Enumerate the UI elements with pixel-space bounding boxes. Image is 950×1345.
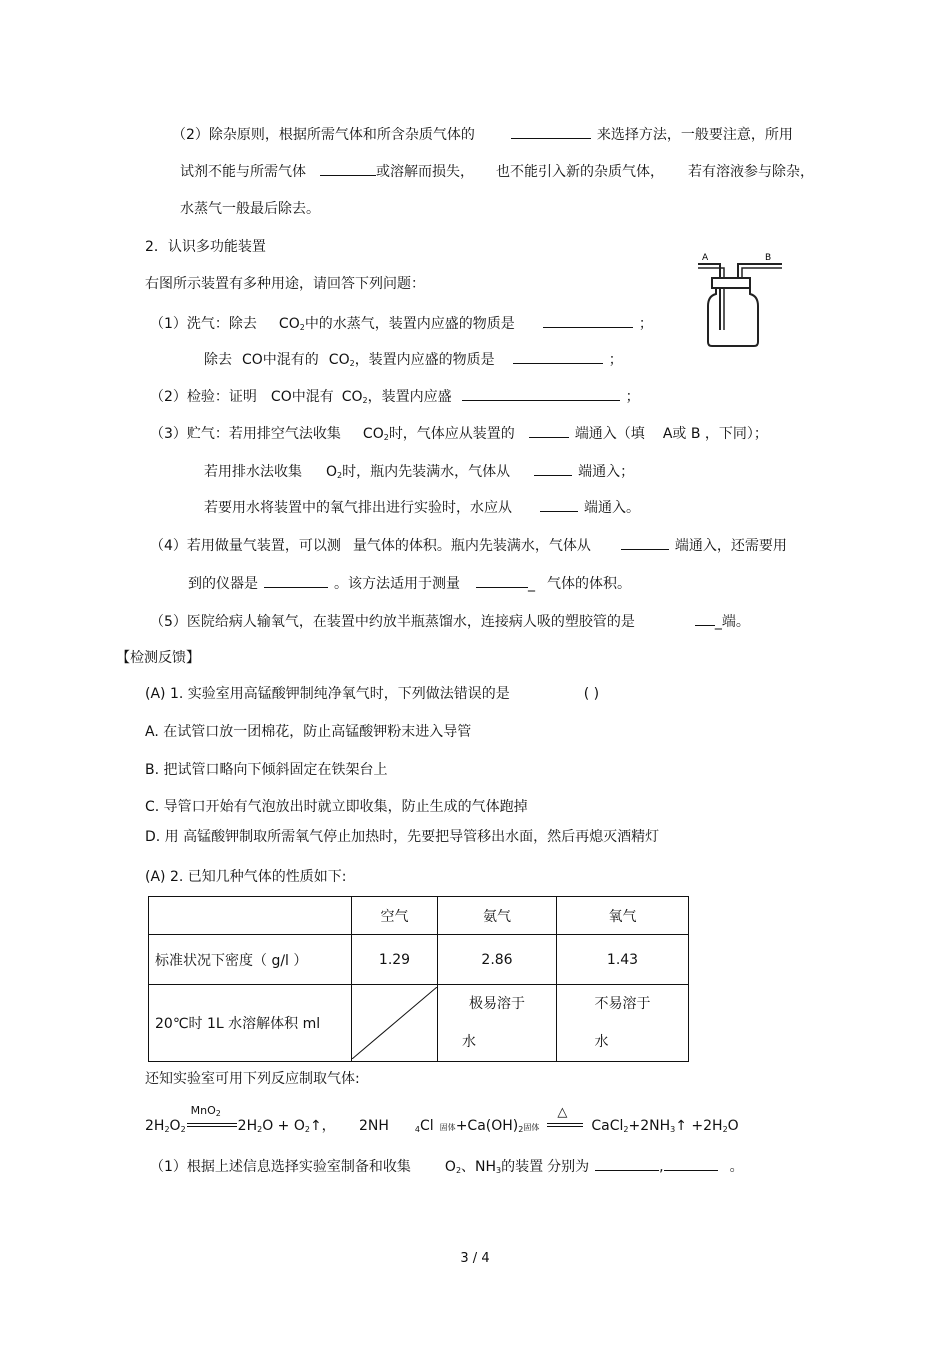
feedback-q2-sub1: （1）根据上述信息选择实验室制备和收集 $O_2$、$NH_3$的装置 分别为 , 。 <box>150 1156 744 1180</box>
table-diagonal-cell <box>352 985 438 1062</box>
q4-line-b: 到的仪器是 。该方法适用于测量 _ 气体的体积。 <box>188 573 631 593</box>
feedback-q1-option-d[interactable]: D. 用 高锰酸钾制取所需氧气停止加热时，先要把导管移出水面，然后再熄灭酒精灯 <box>145 829 660 845</box>
blank[interactable] <box>695 611 715 626</box>
gas-properties-table <box>148 896 689 1062</box>
q5-line: （5）医院给病人输氧气，在装置中约放半瓶蒸馏水，连接病人吸的塑胶管的是 _端。 <box>150 611 750 631</box>
reaction-intro: 还知实验室可用下列反应制取气体: <box>145 1071 360 1087</box>
blank[interactable] <box>540 497 578 512</box>
feedback-q2-stem: (A) 2. 已知几种气体的性质如下: <box>145 869 347 885</box>
section-2-title: 2．认识多功能装置 <box>145 239 266 255</box>
table-header: 空气 <box>352 897 438 935</box>
feedback-q1-option-a[interactable]: A. 在试管口放一团棉花，防止高锰酸钾粉末进入导管 <box>145 724 472 740</box>
catalyst-arrow: MnO$_2$ <box>187 1118 237 1134</box>
section-2-intro: 右图所示装置有多种用途，请回答下列问题： <box>145 276 425 292</box>
page-number: 3 / 4 <box>460 1251 490 1266</box>
blank[interactable] <box>621 535 669 550</box>
blank[interactable] <box>534 461 572 476</box>
feedback-title: 【检测反馈】 <box>116 650 200 666</box>
table-cell: 不易溶于 水 <box>557 985 689 1062</box>
principle-line-1: （2）除杂原则，根据所需气体和所含杂质气体的 来选择方法，一般要注意，所用 <box>172 124 793 144</box>
table-row-label: 标准状况下密度（ g/l ） <box>149 935 352 985</box>
q3-line-a: （3）贮气：若用排空气法收集 $CO_2$时，气体应从装置的 端通入（填 A或 B ，下同）； <box>150 423 768 447</box>
table-row-label: 20℃时 1L 水溶解体积 ml <box>149 985 352 1062</box>
blank[interactable] <box>529 423 569 438</box>
feedback-q1-stem: (A) 1. 实验室用高锰酸钾制纯净氧气时，下列做法错误的是 ( ) <box>145 686 600 702</box>
table-cell: 1.43 <box>557 935 689 985</box>
equation-1: $2H_2O_2$ MnO$_2$ $2H_2O$ + $O_2↑$， <box>145 1104 336 1134</box>
table-corner-cell <box>149 897 352 935</box>
label-b: B <box>765 253 772 263</box>
feedback-q1-option-c[interactable]: C. 导管口开始有气泡放出时就立即收集，防止生成的气体跑掉 <box>145 799 528 815</box>
equation-2: 2NH $_4$Cl 固体$+Ca(OH)_2$固体 △ $CaCl_2+2NH_3↑ +2H_2O$ <box>359 1105 739 1134</box>
q4-line-a: （4）若用做量气装置，可以测 量气体的体积。瓶内先装满水，气体从 端通入，还需要用 <box>150 535 787 555</box>
q1-line-a: （1）洗气：除去 $CO_2$中的水蒸气，装置内应盛的物质是 ； <box>150 313 653 337</box>
q3-line-c: 若要用水将装置中的氧气排出进行实验时，水应从 端通入。 <box>204 497 640 517</box>
gas-bottle-diagram <box>690 250 810 350</box>
blank[interactable] <box>664 1156 718 1171</box>
table-cell: 2.86 <box>438 935 557 985</box>
table-header: 氨气 <box>438 897 557 935</box>
blank[interactable] <box>595 1156 659 1171</box>
table-header: 氧气 <box>557 897 689 935</box>
blank[interactable] <box>264 573 328 588</box>
blank[interactable] <box>476 573 528 588</box>
principle-line-2: 试剂不能与所需气体 或溶解而损失， 也不能引入新的杂质气体， 若有溶液参与除杂， <box>180 161 814 181</box>
label-a: A <box>702 253 709 263</box>
feedback-q1-option-b[interactable]: B. 把试管口略向下倾斜固定在铁架台上 <box>145 762 388 778</box>
blank[interactable] <box>462 386 620 401</box>
table-cell: 1.29 <box>352 935 438 985</box>
table-cell: 极易溶于 水 <box>438 985 557 1062</box>
principle-line-3: 水蒸气一般最后除去。 <box>180 201 320 217</box>
q1-line-b: 除去 CO中混有的 $CO_2$，装置内应盛的物质是 ； <box>204 349 623 373</box>
heat-arrow: △ <box>547 1118 583 1134</box>
blank[interactable] <box>320 161 376 176</box>
blank[interactable] <box>513 349 603 364</box>
q3-line-b: 若用排水法收集 $O_2$时，瓶内先装满水，气体从 端通入； <box>204 461 634 485</box>
blank[interactable] <box>511 124 591 139</box>
blank[interactable] <box>543 313 633 328</box>
q2-line: （2）检验：证明 CO中混有 $CO_2$，装置内应盛 ； <box>150 386 640 410</box>
